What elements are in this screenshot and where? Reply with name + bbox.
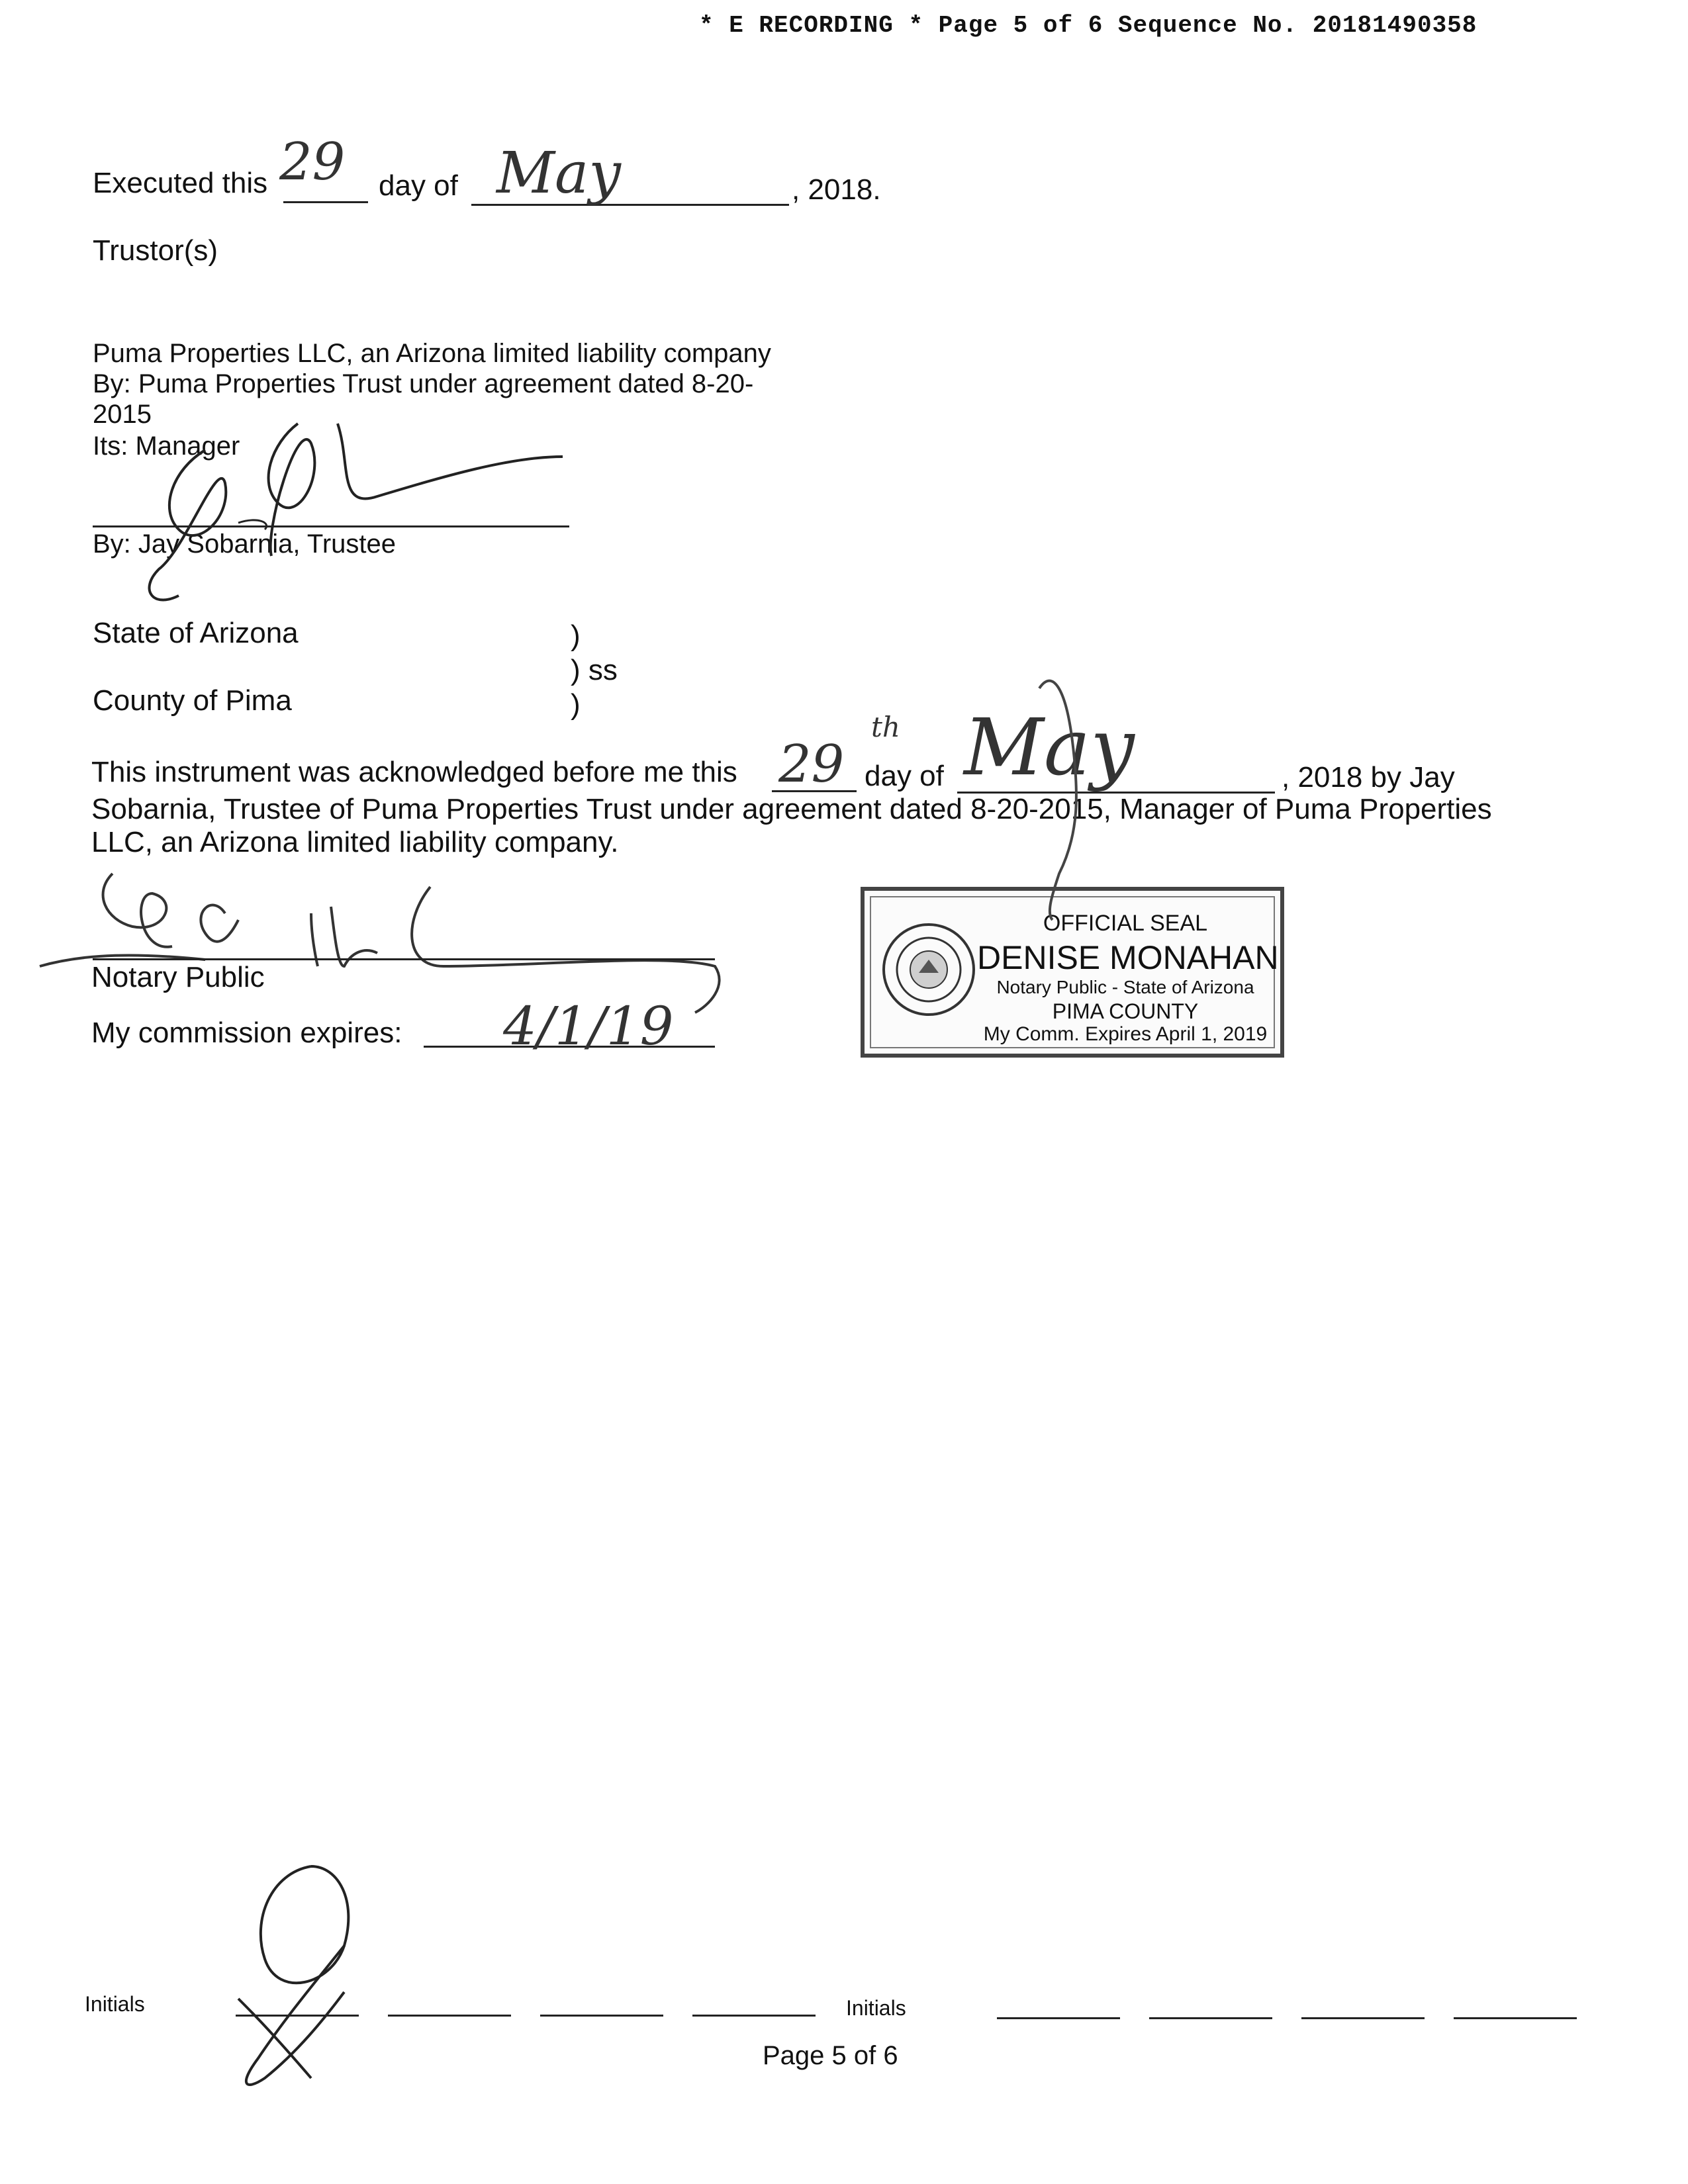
county-label: County of Pima — [93, 684, 292, 717]
ack-part3: , 2018 by Jay — [1282, 761, 1455, 794]
initials-right-line-1 — [997, 2017, 1120, 2019]
commission-label: My commission expires: — [91, 1017, 402, 1049]
notary-pen-stroke — [1033, 662, 1125, 927]
state-label: State of Arizona — [93, 617, 299, 649]
ack-part2: day of — [865, 760, 944, 792]
trustee-signature — [99, 397, 576, 615]
initials-left-line-2 — [388, 2015, 511, 2017]
ack-line3: LLC, an Arizona limited liability company. — [91, 826, 619, 858]
ack-handwritten-month: May — [964, 702, 1135, 793]
trustors-label: Trustor(s) — [93, 234, 218, 267]
venue-paren-bottom: ) — [571, 688, 581, 721]
seal-line2: PIMA COUNTY — [1052, 999, 1199, 1023]
by-trust-line-cont: 2015 — [93, 400, 152, 429]
recording-header: * E RECORDING * Page 5 of 6 Sequence No. 20181490358 — [699, 12, 1477, 39]
page-number: Page 5 of 6 — [763, 2041, 898, 2070]
initials-left-label: Initials — [85, 1992, 145, 2016]
initials-left-line-4 — [692, 2015, 816, 2017]
by-trust-line: By: Puma Properties Trust under agreement dated 8-20- — [93, 369, 754, 398]
its-manager-line: Its: Manager — [93, 432, 240, 461]
handwritten-day: 29 — [279, 132, 346, 192]
ack-handwritten-day: 29 — [778, 735, 845, 794]
seal-line3: My Comm. Expires April 1, 2019 — [983, 1023, 1268, 1045]
executed-this-label: Executed this — [93, 167, 268, 199]
venue-ss: ) ss — [571, 654, 618, 686]
notary-public-label: Notary Public — [91, 961, 265, 993]
seal-title: OFFICIAL SEAL — [1043, 911, 1208, 936]
seal-name: DENISE MONAHAN — [977, 939, 1279, 976]
initials-left-line-3 — [540, 2015, 663, 2017]
ack-part1: This instrument was acknowledged before me this — [91, 756, 737, 788]
initials-right-line-4 — [1454, 2017, 1577, 2019]
ack-line2: Sobarnia, Trustee of Puma Properties Trust under agreement dated 8-20-2015, Manager of Puma Properties — [91, 793, 1492, 825]
venue-paren-top: ) — [571, 619, 581, 652]
initials-right-line-3 — [1301, 2017, 1425, 2019]
trustee-name-line: By: Jay Sobarnia, Trustee — [93, 529, 397, 559]
year-label: , 2018. — [792, 173, 881, 206]
initials-right-line-2 — [1149, 2017, 1272, 2019]
day-of-label: day of — [379, 169, 458, 202]
company-line: Puma Properties LLC, an Arizona limited liability company — [93, 339, 771, 368]
commission-handwritten-date: 4/1/19 — [503, 995, 674, 1057]
state-seal-emblem — [879, 920, 978, 1019]
handwritten-month: May — [496, 140, 621, 206]
notary-signature-line — [93, 958, 715, 960]
initials-right-label: Initials — [846, 1996, 906, 2020]
seal-line1: Notary Public - State of Arizona — [996, 977, 1254, 997]
day-blank-line — [283, 201, 368, 203]
ack-handwritten-day-suffix: th — [871, 711, 900, 743]
footer-initial-signature — [212, 1860, 384, 2098]
